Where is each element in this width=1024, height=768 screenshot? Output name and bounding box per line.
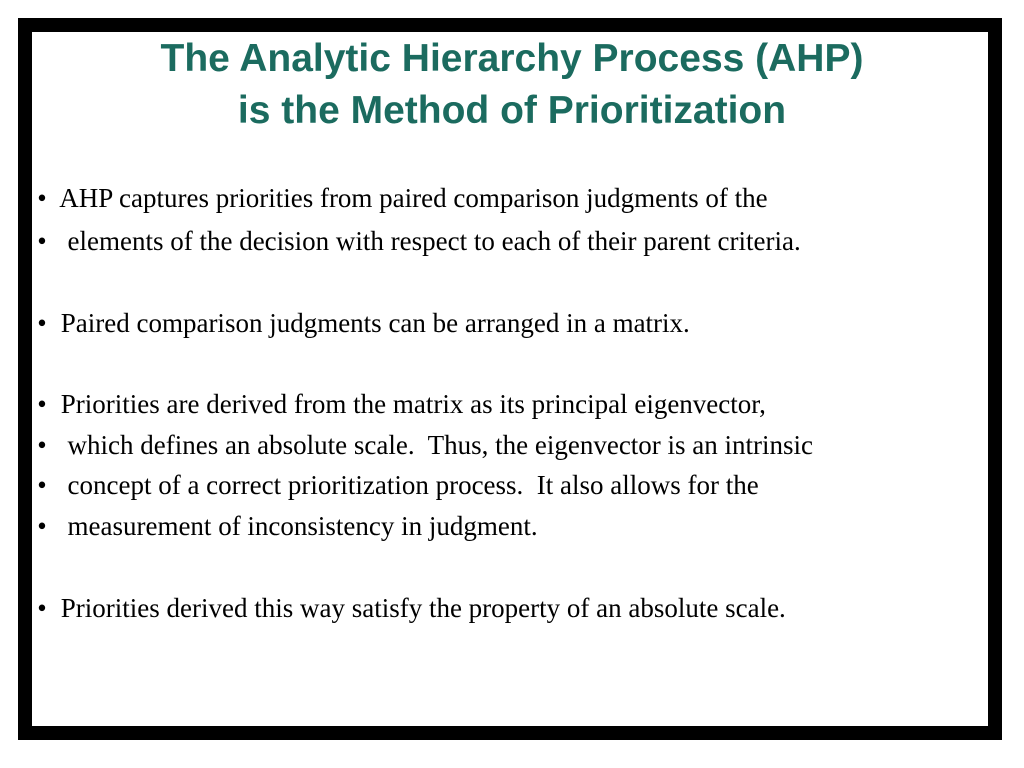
bullet-line <box>32 592 786 624</box>
bullet-icon: • <box>37 470 47 500</box>
bullet-text: Paired comparison judgments can be arranged in a matrix. <box>54 308 690 338</box>
bullet-line <box>32 225 801 257</box>
bullet-text: Priorities are derived from the matrix as its principal eigenvector, <box>54 389 766 419</box>
bullet-icon: • <box>37 430 47 460</box>
bullet-icon: • <box>37 226 47 256</box>
bullet-line <box>32 469 759 501</box>
bullet-line <box>32 510 538 542</box>
bullet-text: which defines an absolute scale. Thus, the eigenvector is an intrinsic <box>54 430 814 460</box>
slide-body <box>32 32 1001 726</box>
bullet-icon: • <box>37 389 47 419</box>
bullet-text: measurement of inconsistency in judgment. <box>54 511 538 541</box>
bullet-text: concept of a correct prioritization process. It also allows for the <box>54 470 759 500</box>
bullet-line <box>32 429 813 461</box>
bullet-line <box>32 182 768 214</box>
bullet-icon: • <box>37 308 47 338</box>
slide-title-line-1: The Analytic Hierarchy Process (AHP) <box>160 37 864 80</box>
bullet-line <box>32 307 690 339</box>
bullet-icon: • <box>37 183 47 213</box>
slide-title-line-2: is the Method of Prioritization <box>237 89 787 132</box>
bullet-text: elements of the decision with respect to each of their parent criteria. <box>54 226 801 256</box>
bullet-text: Priorities derived this way satisfy the property of an absolute scale. <box>54 593 786 623</box>
bullet-line <box>32 388 766 420</box>
bullet-icon: • <box>37 593 47 623</box>
bullet-text: AHP captures priorities from paired comparison judgments of the <box>54 183 768 213</box>
bullet-icon: • <box>37 511 47 541</box>
